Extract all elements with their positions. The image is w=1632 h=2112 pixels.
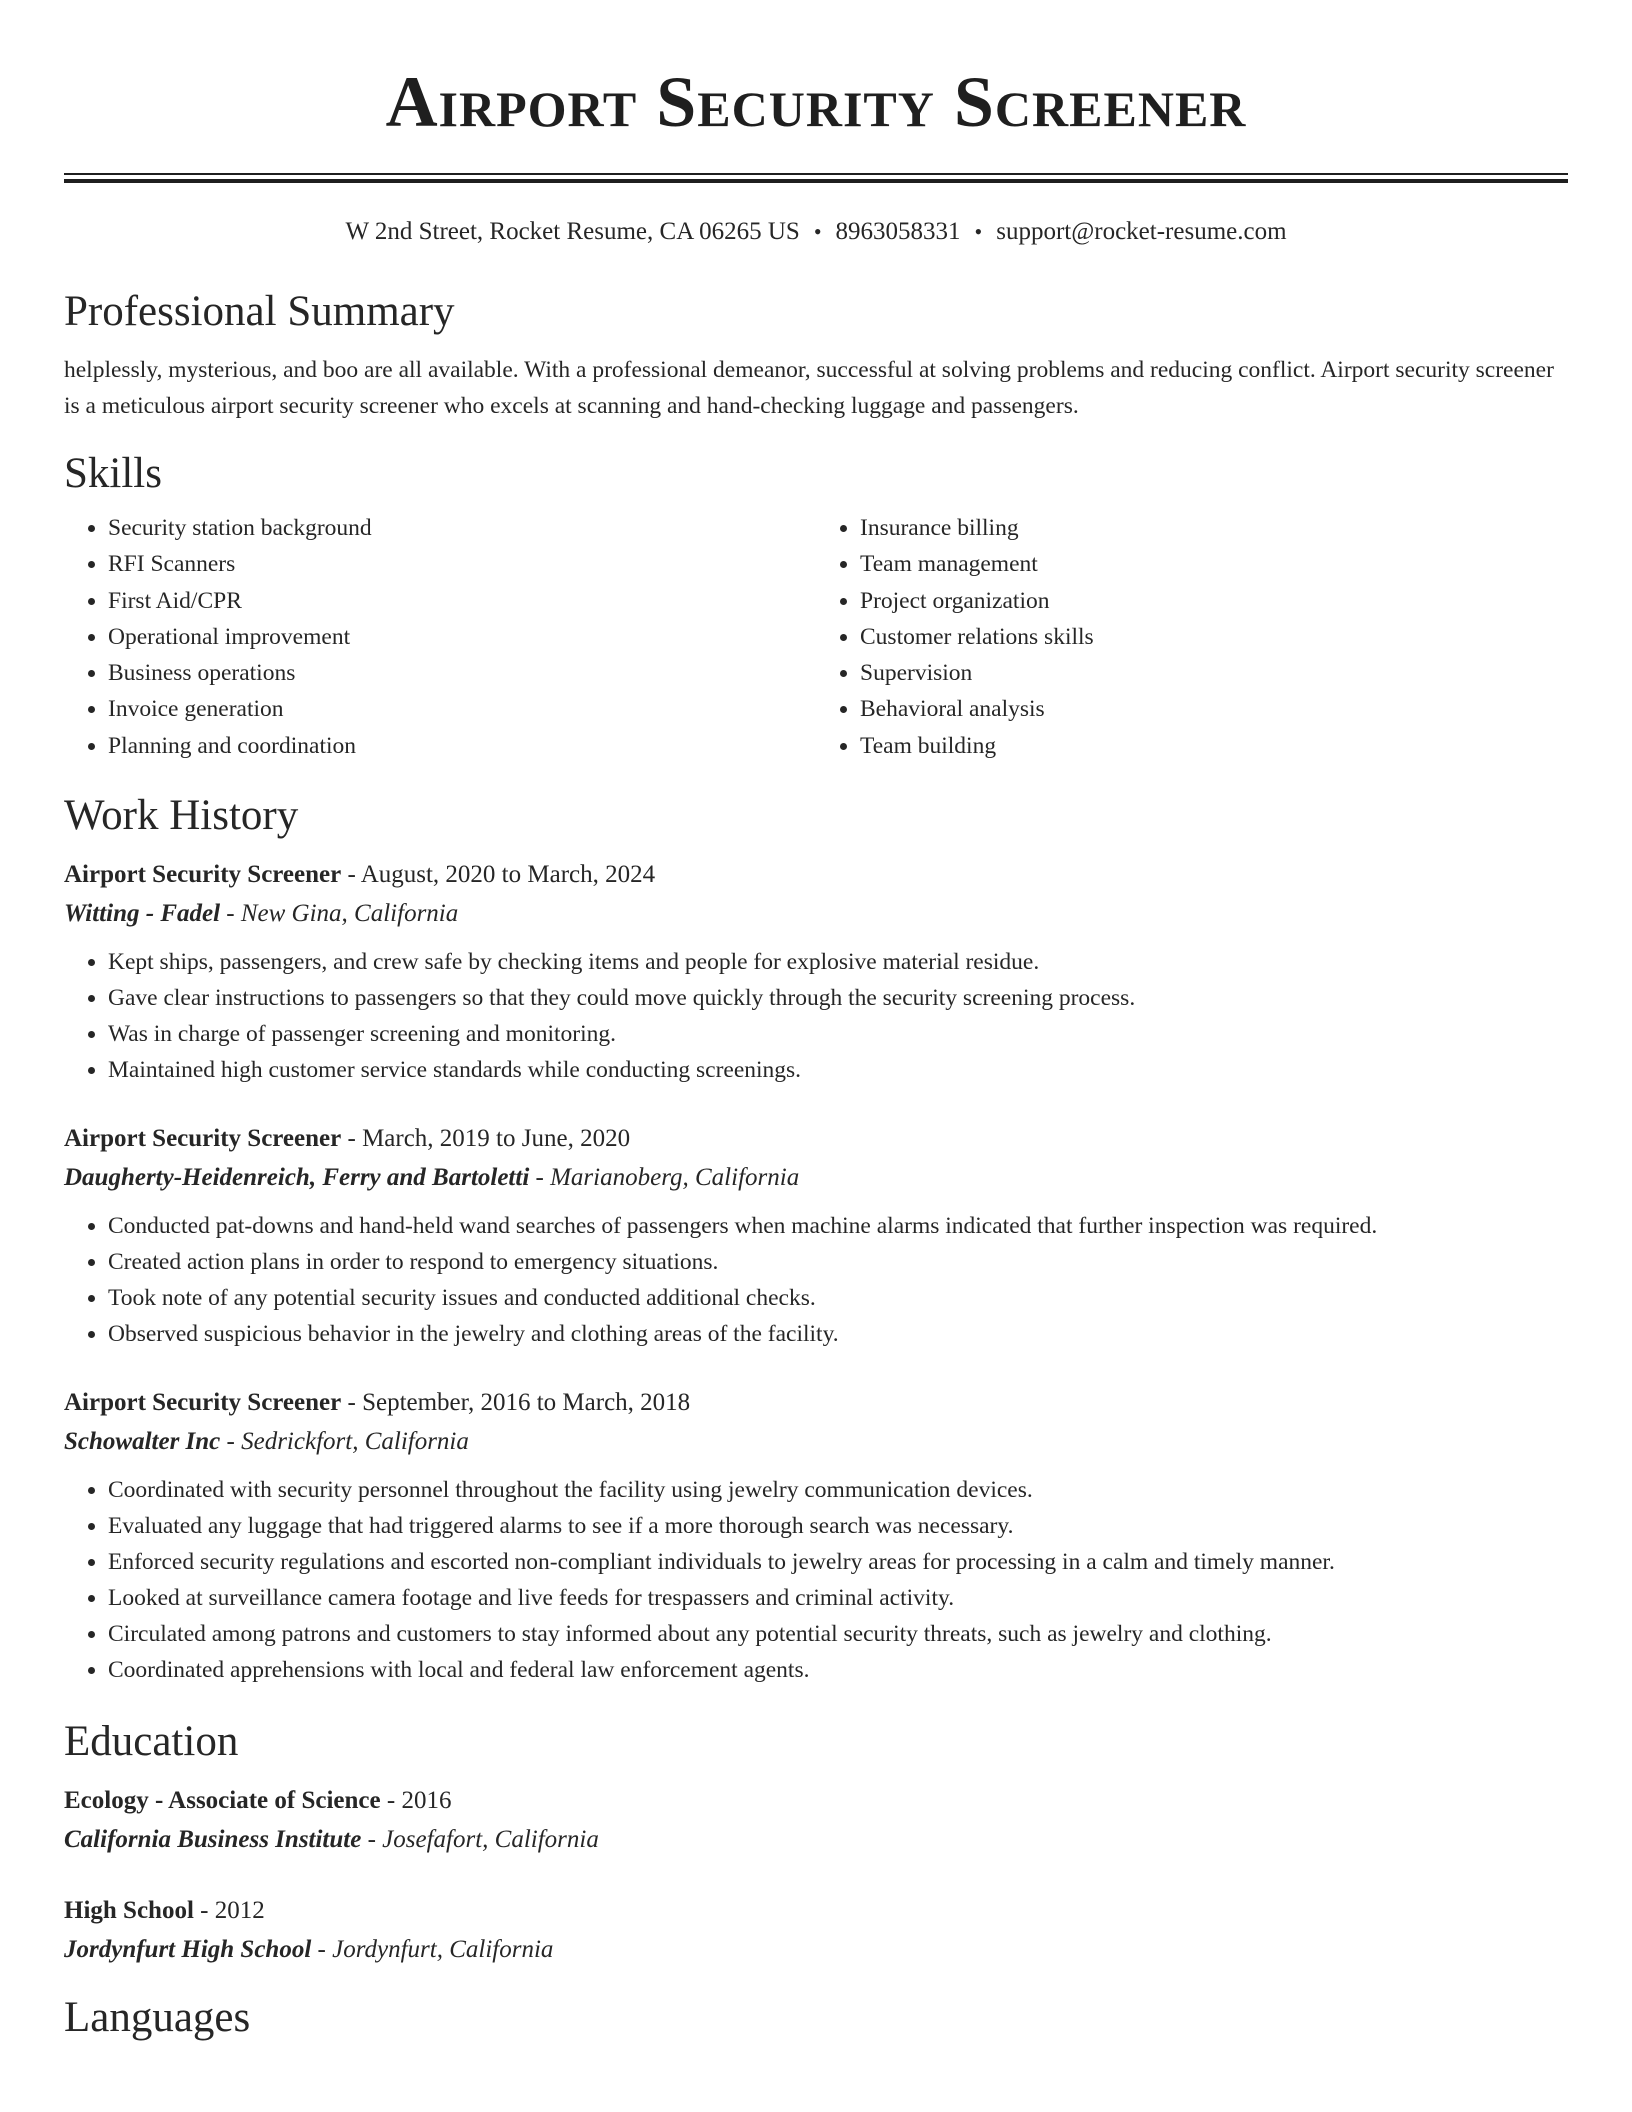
job-bullets: [64, 944, 1568, 1088]
education-school: Jordynfurt High School: [64, 1936, 312, 1964]
skill-item: • Behavioral analysis: [860, 691, 1568, 727]
job-header: Airport Security Screener - September, 2016 to March, 2018: [64, 1389, 691, 1417]
job-bullet: • Coordinated with security personnel throughout the facility using jewelry communication devices.: [108, 1472, 1568, 1508]
job-company-line: Schowalter Inc - Sedrickfort, California: [64, 1428, 469, 1456]
skill-item: • Planning and coordination: [108, 728, 816, 764]
skill-item: • Team building: [860, 728, 1568, 764]
job-bullet: • Was in charge of passenger screening and monitoring.: [108, 1016, 1568, 1052]
education-heading: Education: [64, 1718, 239, 1766]
resume-page: [64, 0, 1568, 2044]
skills-column-left: [64, 510, 816, 764]
summary-text: helplessly, mysterious, and boo are all available. With a professional demeanor, successful at solving problems and reducing conflict. Airport security screener is a meticulous airport security screener who excels at scanning and hand-checking luggage and passengers.: [64, 357, 1554, 419]
skill-item: • Operational improvement: [108, 619, 816, 655]
job-bullet: • Gave clear instructions to passengers so that they could move quickly through the security screening process.: [108, 980, 1568, 1016]
skill-item: • Customer relations skills: [860, 619, 1568, 655]
work-history-heading: Work History: [64, 792, 299, 840]
education-school: California Business Institute: [64, 1826, 362, 1854]
job-company: Schowalter Inc: [64, 1428, 221, 1456]
job-company: Witting - Fadel: [64, 900, 221, 928]
contact-line: [64, 216, 1568, 248]
job-bullet: • Created action plans in order to respond to emergency situations.: [108, 1244, 1568, 1280]
job-location: Sedrickfort, California: [241, 1428, 469, 1456]
education-degree: High School: [64, 1897, 194, 1925]
job-location: New Gina, California: [240, 900, 459, 928]
skill-item: • Team management: [860, 546, 1568, 582]
education-degree: Ecology - Associate of Science: [64, 1787, 381, 1815]
skills-grid: [64, 510, 1568, 764]
summary-heading: Professional Summary: [64, 288, 455, 335]
education-location: Josefafort, California: [382, 1826, 599, 1854]
job-dates: August, 2020 to March, 2024: [360, 861, 656, 889]
education-entry: [64, 1892, 1568, 1970]
education-school-line: Jordynfurt High School - Jordynfurt, California: [64, 1936, 554, 1964]
skill-item: • Security station background: [108, 510, 816, 546]
contact-email: support@rocket-resume.com: [996, 218, 1287, 245]
job-role: Airport Security Screener: [64, 1125, 342, 1153]
education-header: High School - 2012: [64, 1897, 265, 1925]
job-bullet: • Evaluated any luggage that had triggered alarms to see if a more thorough search was necessary.: [108, 1508, 1568, 1544]
job-bullets: [64, 1208, 1568, 1352]
skill-item: • Business operations: [108, 655, 816, 691]
job-bullets: [64, 1472, 1568, 1688]
job-entry: [64, 1384, 1568, 1688]
header-double-rule: [64, 173, 1568, 183]
job-role: Airport Security Screener: [64, 861, 342, 889]
job-header: Airport Security Screener - August, 2020 to March, 2024: [64, 861, 656, 889]
job-bullet: • Observed suspicious behavior in the jewelry and clothing areas of the facility.: [108, 1316, 1568, 1352]
job-bullet: • Kept ships, passengers, and crew safe by checking items and people for explosive material residue.: [108, 944, 1568, 980]
skill-item: • Insurance billing: [860, 510, 1568, 546]
skill-item: • Project organization: [860, 583, 1568, 619]
job-bullet: • Coordinated apprehensions with local and federal law enforcement agents.: [108, 1652, 1568, 1688]
education-school-line: California Business Institute - Josefafort, California: [64, 1826, 599, 1854]
job-bullet: • Looked at surveillance camera footage and live feeds for trespassers and criminal activity.: [108, 1580, 1568, 1616]
job-role: Airport Security Screener: [64, 1389, 342, 1417]
education-year: 2016: [401, 1787, 452, 1815]
job-entry: [64, 856, 1568, 1088]
education-year: 2012: [214, 1897, 265, 1925]
education-location: Jordynfurt, California: [332, 1936, 554, 1964]
skill-item: • Supervision: [860, 655, 1568, 691]
job-bullet: • Took note of any potential security issues and conducted additional checks.: [108, 1280, 1568, 1316]
job-location: Marianoberg, California: [550, 1164, 800, 1192]
skill-item: • Invoice generation: [108, 691, 816, 727]
languages-heading: Languages: [64, 1994, 251, 2042]
job-dates: March, 2019 to June, 2020: [362, 1125, 631, 1153]
job-bullet: • Circulated among patrons and customers to stay informed about any potential security threats, such as jewelry and clothing.: [108, 1616, 1568, 1652]
job-bullet: • Enforced security regulations and escorted non-compliant individuals to jewelry areas for processing in a calm and timely manner.: [108, 1544, 1568, 1580]
contact-separator: •: [974, 219, 983, 244]
education-header: Ecology - Associate of Science - 2016: [64, 1787, 452, 1815]
skill-item: • First Aid/CPR: [108, 583, 816, 619]
education-entry: [64, 1782, 1568, 1860]
job-company-line: Witting - Fadel - New Gina, California: [64, 900, 459, 928]
job-company-line: Daugherty-Heidenreich, Ferry and Bartoletti - Marianoberg, California: [64, 1164, 800, 1192]
job-header: Airport Security Screener - March, 2019 to June, 2020: [64, 1125, 631, 1153]
skills-heading: Skills: [64, 450, 162, 497]
resume-name: Airport Security Screener: [385, 62, 1247, 142]
job-bullet: • Conducted pat-downs and hand-held wand searches of passengers when machine alarms indicated that further inspection was required.: [108, 1208, 1568, 1244]
skills-column-right: [816, 510, 1568, 764]
skill-item: • RFI Scanners: [108, 546, 816, 582]
job-bullet: • Maintained high customer service standards while conducting screenings.: [108, 1052, 1568, 1088]
contact-phone: 8963058331: [835, 218, 961, 245]
contact-address: W 2nd Street, Rocket Resume, CA 06265 US: [345, 218, 800, 245]
contact-separator: •: [813, 219, 822, 244]
job-entry: [64, 1120, 1568, 1352]
job-dates: September, 2016 to March, 2018: [362, 1389, 691, 1417]
job-company: Daugherty-Heidenreich, Ferry and Bartoletti: [64, 1164, 530, 1192]
